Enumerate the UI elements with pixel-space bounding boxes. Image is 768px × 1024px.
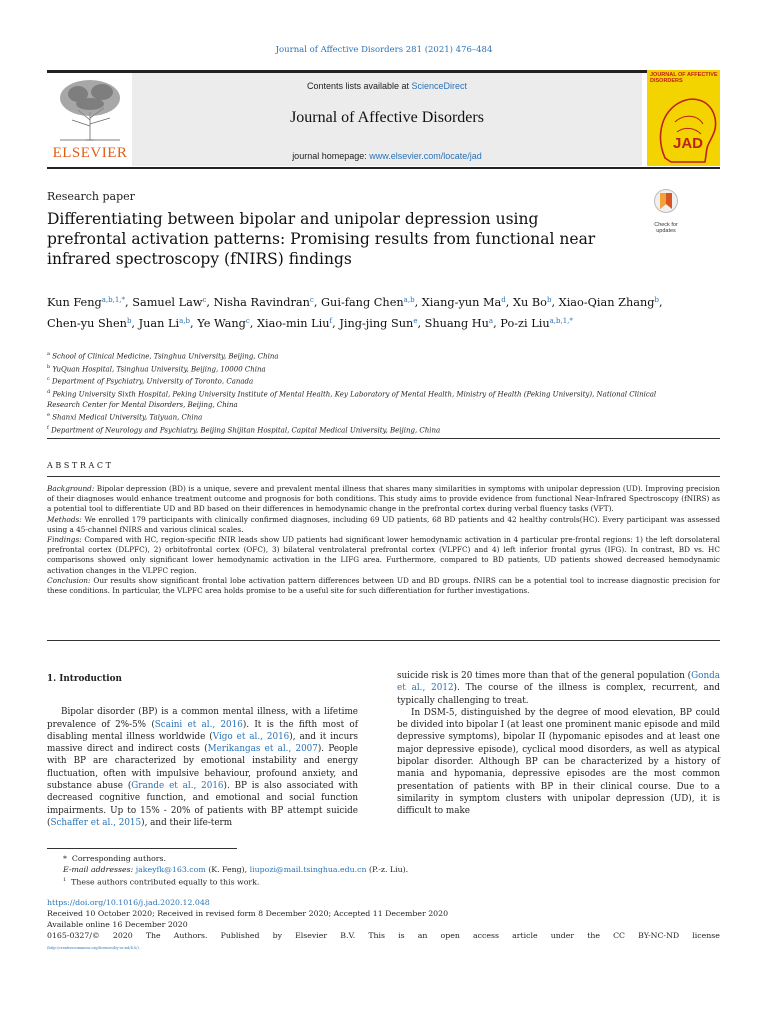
affiliation-text: Shanxi Medical University, Taiyuan, China [52, 413, 203, 422]
author[interactable] [47, 317, 131, 330]
header-divider [47, 438, 720, 439]
author-name[interactable]: Shuang Hu [424, 317, 489, 330]
affiliation-marker: f [47, 425, 49, 432]
author-affiliation-marker[interactable]: a,b [403, 296, 415, 304]
license-word: Authors. [173, 931, 208, 940]
article-type: Research paper [47, 190, 135, 203]
paper-title: Differentiating between bipolar and unipolar depression using prefrontal activation patterns: Promising results from functional near infrared spectroscopy (fNIRS) findings [47, 210, 596, 268]
author-affiliation-marker[interactable]: a [488, 317, 494, 325]
abstract-body [47, 484, 720, 596]
license-word: under [550, 931, 575, 940]
author-name[interactable]: Nisha Ravindran [213, 296, 310, 309]
abstract-top-rule [47, 476, 720, 477]
author[interactable] [197, 317, 250, 330]
journal-title: Journal of Affective Disorders [290, 109, 484, 126]
author-name[interactable]: Ye Wang [197, 317, 246, 330]
author-affiliation-marker[interactable]: e [413, 317, 418, 325]
license-word: access [472, 931, 499, 940]
abstract-section [47, 515, 720, 535]
publication-info [47, 897, 720, 952]
author-affiliation-marker[interactable]: a,b,1,* [101, 296, 126, 304]
check-updates-label: Check for updates [654, 222, 678, 234]
license-word: B.V. [340, 931, 356, 940]
online-date: Available online 16 December 2020 [47, 920, 188, 929]
license-word: The [145, 931, 161, 940]
abstract-section-label: Methods: [47, 514, 82, 524]
author-name[interactable]: Xiao-min Liu [256, 317, 330, 330]
affiliation-marker: d [47, 389, 51, 396]
body-column-right [397, 670, 720, 818]
footnote-equal-contribution: $^1$ These authors contributed equally to this work. [63, 877, 260, 887]
paragraph-text: ), and it incurs massive direct and indirect costs ( [47, 731, 358, 755]
license-word: This [368, 931, 386, 940]
elsevier-logo[interactable] [50, 76, 130, 166]
author[interactable] [422, 296, 506, 309]
author-name[interactable]: Xu Bo [512, 296, 547, 309]
email-owner-feng: (K. Feng), [205, 865, 250, 874]
author-name[interactable]: Chen-yu Shen [47, 317, 127, 330]
footnote-corresponding [47, 853, 720, 864]
license-word: the [587, 931, 600, 940]
author[interactable] [559, 296, 659, 309]
license-word: Elsevier [295, 931, 328, 940]
intro-paragraph-1-continued [397, 670, 720, 707]
license-word: Published [220, 931, 260, 940]
affiliation-item [47, 349, 687, 362]
author[interactable] [214, 296, 314, 309]
affiliation-item [47, 423, 687, 436]
section-heading-introduction: 1. Introduction [47, 674, 122, 684]
affiliation-text: Department of Neurology and Psychiatry, Beijing Shijitan Hospital, Capital Medical University, Beijing, China [51, 426, 441, 435]
license-word: license [692, 931, 720, 940]
affiliation-text: YuQuan Hospital, Tsinghua University, Beijing, 10000 China [52, 365, 266, 374]
author-name[interactable]: Gui-fang Chen [321, 296, 404, 309]
author-name[interactable]: Juan Li [138, 317, 180, 330]
journal-homepage-link[interactable]: www.elsevier.com/locate/jad [369, 151, 482, 161]
contents-available-line [132, 81, 642, 91]
paragraph-text: Bipolar disorder (BP) is a common mental illness, with a lifetime prevalence of 2%-5% ( [47, 707, 358, 730]
masthead-bottom-rule [47, 167, 720, 169]
author-affiliation-marker[interactable]: c [309, 296, 314, 304]
journal-citation-header[interactable]: Journal of Affective Disorders 281 (2021) 476–484 [275, 45, 493, 55]
author-name[interactable]: Jing-jing Sun [339, 317, 414, 330]
cover-head-illustration-icon [647, 70, 720, 166]
elsevier-tree-icon [50, 76, 130, 142]
contents-prefix: Contents lists available at [306, 81, 412, 91]
author-affiliation-marker[interactable]: c [202, 296, 207, 304]
abstract-section-text: Our results show significant frontal lobe activation pattern differences between UD and BD groups. fNIRS can be a potential tool to increase diagnostic precision for these conditions. In particular, the VLPFC area holds promise to be a useful site for such differentiation for further investigations. [47, 575, 720, 596]
abstract-section-label: Background: [47, 484, 95, 493]
email-label: E-mail addresses: [63, 865, 134, 874]
abstract-section [47, 484, 720, 515]
check-for-updates-badge[interactable] [645, 188, 687, 232]
author-affiliation-marker[interactable]: a,b [179, 317, 191, 325]
affiliation-marker: a [47, 351, 50, 357]
asterisk-marker: * [63, 854, 72, 863]
author-name[interactable]: Samuel Law [132, 296, 203, 309]
abstract-section-label: Findings: [47, 535, 82, 545]
elsevier-wordmark: ELSEVIER [52, 145, 128, 161]
affiliation-item [47, 374, 687, 387]
cover-abbrev: JAD [673, 135, 704, 152]
paragraph-text: ). People with BP are characterized by emotional instability and energy fluctuation, often with impulsive behaviour, profound anxiety, and substance abuse ( [47, 744, 358, 792]
email-link-feng[interactable]: jakeyfk@163.com [135, 865, 206, 874]
author-name[interactable]: Kun Feng [47, 296, 102, 309]
license-word: 0165-0327/© [47, 931, 100, 940]
check-updates-bookmark-icon [653, 188, 679, 218]
doi-link[interactable]: https://doi.org/10.1016/j.jad.2020.12.048 [47, 898, 210, 907]
cover-title: JOURNAL OF AFFECTIVE DISORDERS [650, 72, 718, 84]
affiliation-item [47, 410, 687, 423]
footnote-divider [47, 848, 237, 849]
author-affiliation-marker[interactable]: b [546, 296, 552, 304]
homepage-prefix: journal homepage: [292, 151, 370, 161]
license-word: 2020 [112, 931, 133, 940]
author-affiliation-marker[interactable]: f [329, 317, 333, 325]
intro-paragraph-1 [47, 706, 358, 829]
sciencedirect-link[interactable]: ScienceDirect [411, 81, 468, 91]
affiliation-text: Peking University Sixth Hospital, Peking University Institute of Mental Health, Key Laboratory of Mental Health, Ministry of Health (Peking University), National Clinical Research Center for Mental Disorders, Beijing, China [47, 390, 657, 409]
author[interactable] [47, 296, 125, 309]
abstract-section-label: Conclusion: [47, 575, 91, 585]
journal-cover-thumbnail[interactable] [647, 70, 720, 166]
abstract-section-text: Compared with HC, region-specific fNIR leads show UD patients had significant lower hemodynamic activation in 4 particular pre-frontal regions: 1) the left dorsolateral prefrontal cortex (DLPFC), 2) orbitofrontal cortex (OFC), 3) bilateral ventrolateral prefrontal cortex (VLPFC) and 4) left inferior frontal gyrus (IFG). In contrast, BD vs. HC comparisons showed only significant lower hemodynamic activation in the LIFG area. Furthermore, compared to BD patients, UD patients showed decreased hemodynamic activation changes in the VLPFC region. [47, 535, 720, 575]
author[interactable] [339, 317, 417, 330]
body-column-left [47, 673, 358, 829]
license-word: article [512, 931, 538, 940]
license-word: by [272, 931, 282, 940]
citation-link[interactable]: Vigo et al., 2016 [212, 731, 290, 742]
abstract-bottom-rule [47, 640, 720, 641]
author[interactable] [425, 317, 493, 330]
paragraph-text: ), and their life-term [141, 817, 233, 828]
license-word: CC [613, 931, 626, 940]
citation-link[interactable]: Grande et al., 2016 [131, 781, 224, 792]
author[interactable] [500, 317, 573, 330]
paragraph-text: ). BP is also associated with decreased cognitive function, and emotional and social function impairments. Up to 15% - 20% of patients with BP attempt suicide ( [47, 781, 358, 828]
abstract-heading: ABSTRACT [47, 461, 114, 470]
affiliation-marker: b [47, 363, 51, 370]
author-affiliation-marker[interactable]: b [126, 317, 132, 325]
author-name[interactable]: Po-zi Liu [500, 317, 550, 330]
footnotes [47, 853, 720, 888]
email-link-liu[interactable]: liupozi@mail.tsinghua.edu.cn [249, 865, 367, 874]
author[interactable] [257, 317, 332, 330]
license-word: BY-NC-ND [638, 931, 680, 940]
author-affiliation-marker[interactable]: c [245, 317, 250, 325]
citation-link[interactable]: Gonda et al., 2012 [397, 671, 720, 694]
author-affiliation-marker[interactable]: b [654, 296, 659, 304]
paragraph-text: ). The course of the illness is complex, recurrent, and typically challenging to treat. [397, 683, 720, 706]
received-dates: Received 10 October 2020; Received in revised form 8 December 2020; Accepted 11 December 2020 [47, 909, 449, 918]
equal-contribution-text: These authors contributed equally to this work. [71, 877, 260, 887]
affiliation-marker: c [47, 376, 50, 383]
abstract-section [47, 535, 720, 576]
license-url-link[interactable]: (http://creativecommons.org/licenses/by-nc-nd/4.0/). [47, 946, 140, 950]
author-list: Kun Feng$^{a,b,1,*}$, Samuel Law$^c$, Nisha Ravindran$^c$, Gui-fang Chen$^{a,b}$, Xiang-yun Ma$^d$, Xu Bo$^b$, Xiao-Qian Zhang$^b$, Chen-yu Shen$^b$, Juan Li$^{a,b}$, Ye Wang$^c$, Xiao-min Liu$^f$, Jing-jing Sun$^e$, Shuang Hu$^a$, Po-zi Liu$^{a,b,1,*}$ [47, 296, 663, 330]
license-word: an [417, 931, 428, 940]
citation-link[interactable]: Schaffer et al., 2015 [50, 817, 142, 828]
footnote-emails [47, 864, 720, 875]
intro-paragraph-2: In DSM-5, distinguished by the degree of mood elevation, BP could be divided into bipolar I (at least one prominent manic episode and mild depressive symptoms), bipolar II (hypomanic episodes and at least one major depressive episode), cyclical mood disorders, as well as atypical bipolar disorder. Although BP can be characterized by a history of mania and hypomania, depressive episodes are the most common presentation of patients with BP in their clinical course. Due to a similarity in symptom clusters with unipolar depression (UD), it is difficult to make [397, 707, 720, 817]
affiliation-item [47, 387, 687, 410]
author[interactable] [132, 296, 206, 309]
author[interactable] [139, 317, 190, 330]
abstract-section-text: Bipolar depression (BD) is a unique, severe and prevalent mental illness that shares many similarities in symptoms with unipolar depression (UD). Improving precision of their diagnoses would enhance treatment outcome and prognosis for both conditions. This study aims to provide evidence from functional Near-Infrared Spectroscopy (fNIRS) as a potential tool to differentiate UD and BD based on their differences in hemodynamic change in the prefrontal cortex during verbal fluency tasks (VFT). [47, 484, 720, 514]
affiliation-text: School of Clinical Medicine, Tsinghua University, Beijing, China [52, 352, 279, 361]
author[interactable] [321, 296, 415, 309]
author-name[interactable]: Xiao-Qian Zhang [558, 296, 655, 309]
affiliation-marker: e [47, 412, 50, 419]
abstract-section [47, 576, 720, 596]
email-owner-liu: (P.-z. Liu). [366, 865, 409, 874]
affiliation-text: Department of Psychiatry, University of Toronto, Canada [52, 377, 254, 386]
paragraph-text: ). It is the fifth most of disabling mental illness worldwide ( [47, 719, 358, 742]
journal-masthead [47, 70, 720, 166]
license-word: is [398, 931, 405, 940]
citation-link[interactable]: Scaini et al., 2016 [154, 719, 243, 730]
license-word: open [440, 931, 460, 940]
author-name[interactable]: Xiang-yun Ma [421, 296, 502, 309]
license-statement [47, 930, 720, 941]
journal-homepage-line [132, 151, 642, 161]
affiliation-list [47, 349, 687, 436]
author-affiliation-marker[interactable]: a,b,1,* [549, 317, 573, 325]
author-affiliation-marker[interactable]: d [501, 296, 506, 304]
citation-link[interactable]: Merikangas et al., 2007 [207, 744, 318, 755]
corresponding-text: Corresponding authors. [71, 854, 166, 863]
abstract-section-text: We enrolled 179 participants with clinically confirmed diagnoses, including 69 UD patients, 68 BD patients and 42 healthy controls(HC). Every participant was assessed using a 45-channel fNIRS and various clinical scales. [47, 514, 720, 534]
author[interactable] [513, 296, 552, 309]
affiliation-item [47, 362, 687, 375]
paragraph-text: suicide risk is 20 times more than that of the general population ( [397, 671, 692, 681]
